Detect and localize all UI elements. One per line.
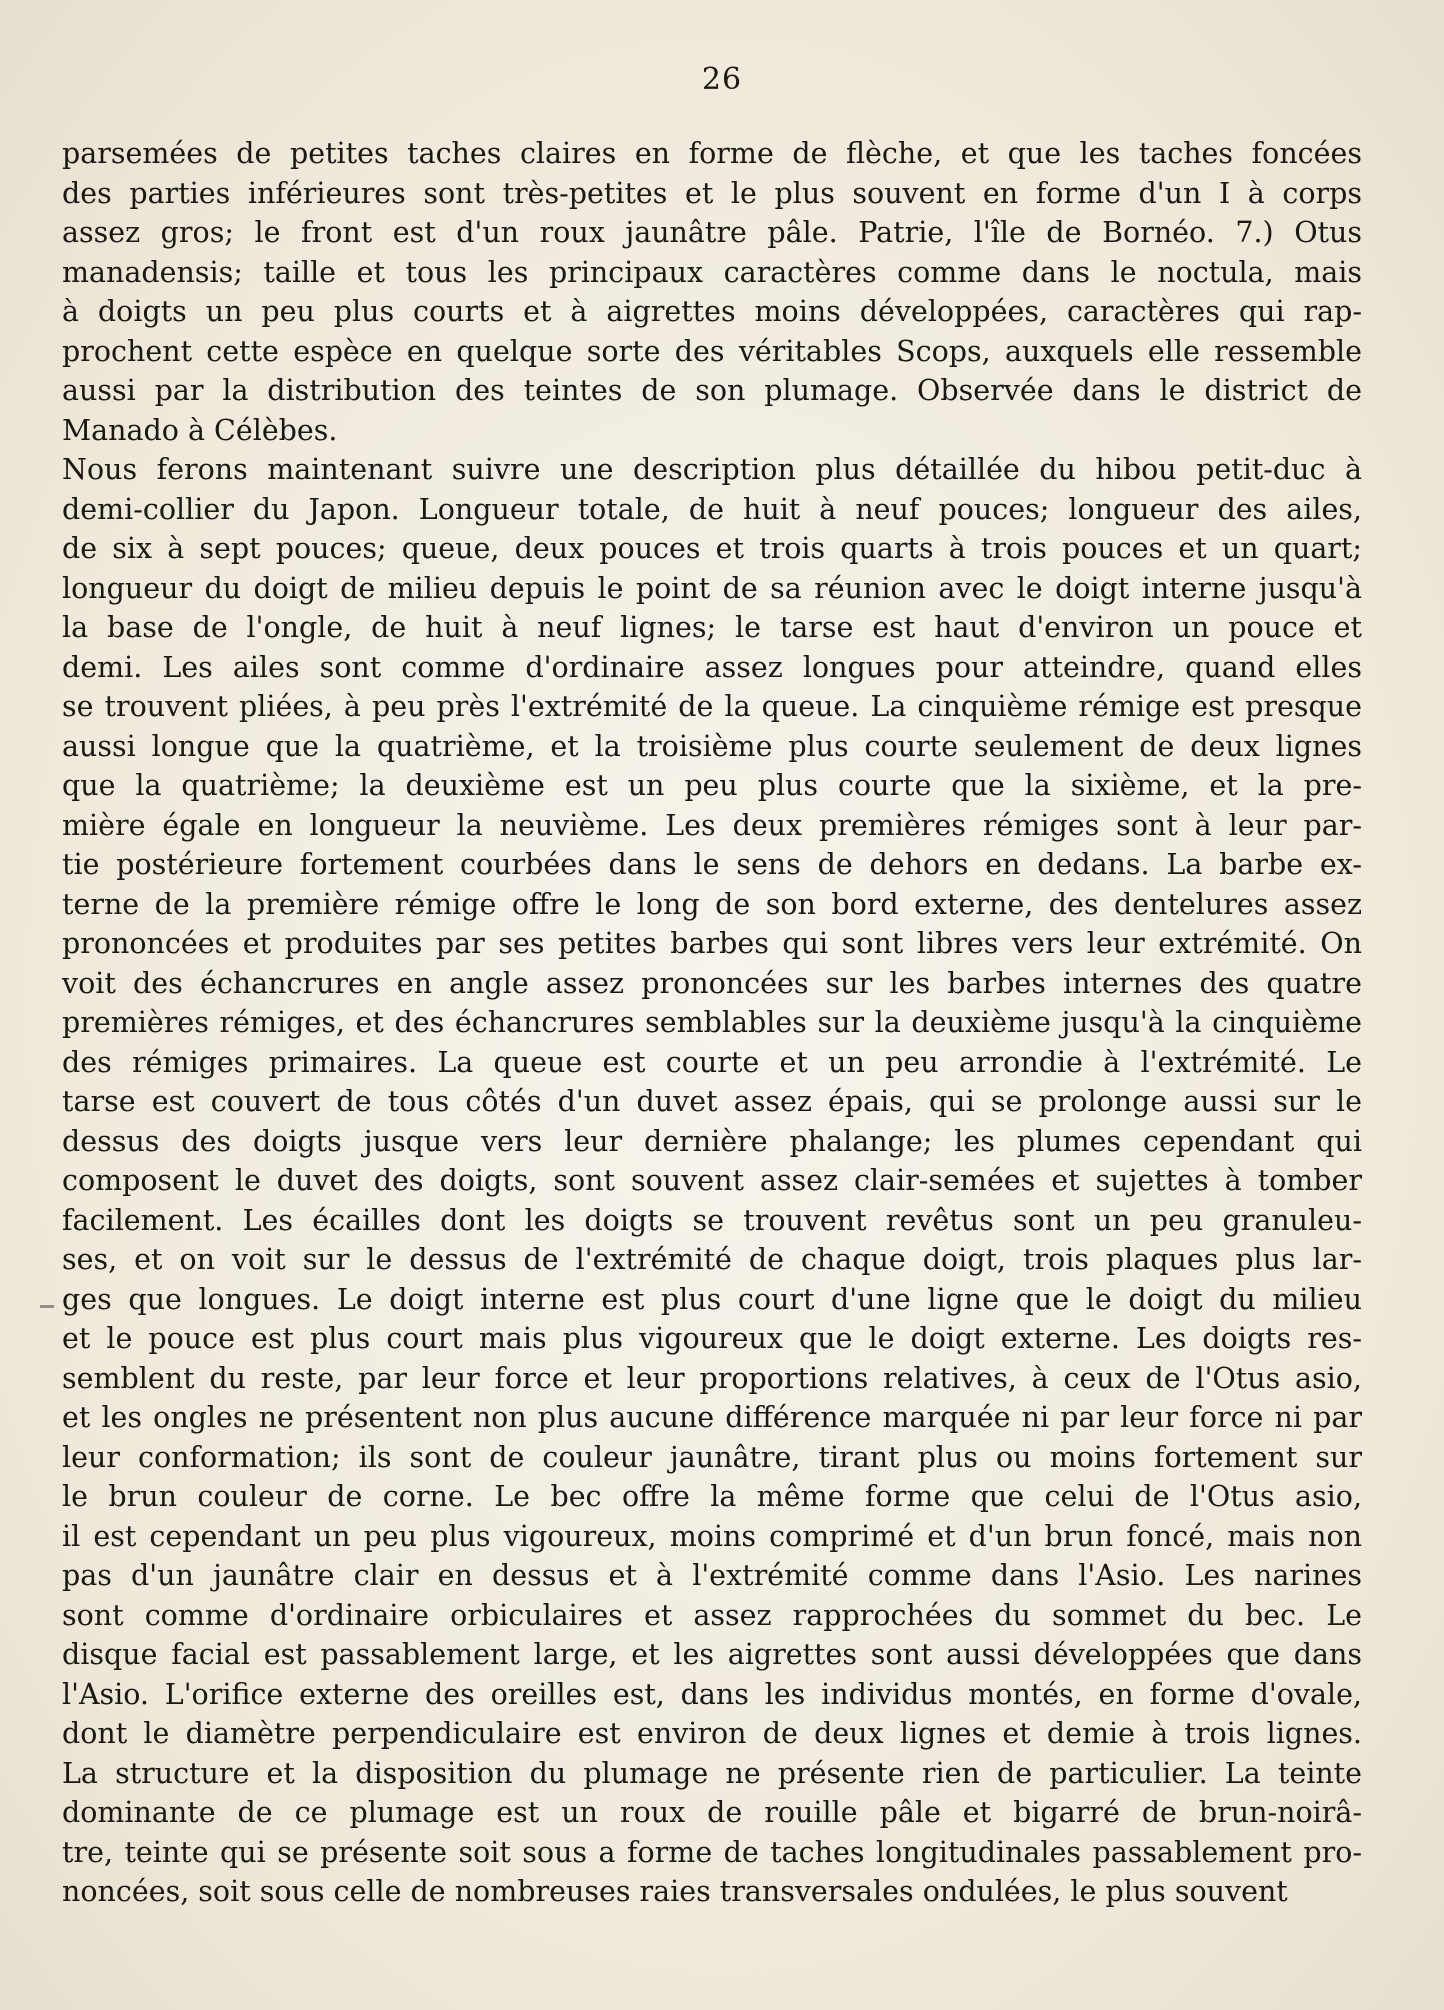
body-text	[62, 134, 1362, 1912]
text-line: que la quatrième; la deuxième est un peu plus courte que la sixième, et la pre-	[62, 769, 1362, 802]
text-line: et les ongles ne présentent non plus aucune différence marquée ni par leur force ni par	[62, 1401, 1362, 1434]
text-line: parsemées de petites taches claires en forme de flèche, et que les taches foncées	[62, 137, 1362, 170]
text-line: semblent du reste, par leur force et leur proportions relatives, à ceux de l'Otus asio,	[62, 1361, 1362, 1395]
text-line: ges que longues. Le doigt interne est plus court d'une ligne que le doigt du milieu	[62, 1282, 1362, 1316]
text-line: composent le duvet des doigts, sont souvent assez clair-semées et sujettes à tomber	[62, 1164, 1362, 1197]
text-line: tie postérieure fortement courbées dans le sens de dehors en dedans. La barbe ex-	[62, 848, 1362, 881]
text-line: noncées, soit sous celle de nombreuses raies transversales ondulées, le plus souvent	[62, 1875, 1288, 1908]
text-line: aussi longue que la quatrième, et la troisième plus courte seulement de deux lignes	[62, 729, 1362, 763]
text-line: se trouvent pliées, à peu près l'extrémité de la queue. La cinquième rémige est presque	[62, 690, 1362, 723]
text-line: terne de la première rémige offre le long de son bord externe, des dentelures assez	[62, 887, 1362, 921]
text-line: disque facial est passablement large, et les aigrettes sont aussi développées que dans	[62, 1638, 1362, 1671]
text-line: demi. Les ailes sont comme d'ordinaire assez longues pour atteindre, quand elles	[62, 650, 1362, 684]
text-line: aussi par la distribution des teintes de son plumage. Observée dans le district de	[62, 374, 1362, 407]
text-line: manadensis; taille et tous les principaux caractères comme dans le noctula, mais	[62, 255, 1362, 289]
text-line: longueur du doigt de milieu depuis le point de sa réunion avec le doigt interne jusqu'à	[62, 571, 1362, 605]
text-line: pas d'un jaunâtre clair en dessus et à l'extrémité comme dans l'Asio. Les narines	[62, 1559, 1362, 1592]
text-line: l'Asio. L'orifice externe des oreilles est, dans les individus montés, en forme d'ovale,	[62, 1677, 1362, 1711]
text-line: assez gros; le front est d'un roux jaunâtre pâle. Patrie, l'île de Bornéo. 7.) Otus	[62, 216, 1362, 249]
page-number: 26	[701, 62, 743, 97]
text-line: à doigts un peu plus courts et à aigrettes moins développées, caractères qui rap-	[62, 295, 1362, 328]
text-line: leur conformation; ils sont de couleur jaunâtre, tirant plus ou moins fortement sur	[62, 1440, 1362, 1474]
text-line: mière égale en longueur la neuvième. Les deux premières rémiges sont à leur par-	[62, 808, 1362, 842]
text-line: facilement. Les écailles dont les doigts se trouvent revêtus sont un peu granuleu-	[62, 1203, 1362, 1237]
text-line: de six à sept pouces; queue, deux pouces et trois quarts à trois pouces et un quart;	[62, 532, 1362, 565]
text-line: ses, et on voit sur le dessus de l'extrémité de chaque doigt, trois plaques plus lar-	[62, 1243, 1362, 1276]
text-line: sont comme d'ordinaire orbiculaires et assez rapprochées du sommet du bec. Le	[62, 1598, 1362, 1632]
text-line: premières rémiges, et des échancrures semblables sur la deuxième jusqu'à la cinquième	[62, 1006, 1362, 1039]
text-line: dont le diamètre perpendiculaire est environ de deux lignes et demie à trois lignes.	[62, 1717, 1362, 1750]
text-line: des rémiges primaires. La queue est courte et un peu arrondie à l'extrémité. Le	[62, 1045, 1362, 1079]
text-line: il est cependant un peu plus vigoureux, moins comprimé et d'un brun foncé, mais non	[62, 1519, 1362, 1553]
text-line: des parties inférieures sont très-petites et le plus souvent en forme d'un I à corps	[62, 176, 1362, 210]
text-line: tre, teinte qui se présente soit sous a forme de taches longitudinales passablement pro-	[62, 1835, 1362, 1869]
text-line: la base de l'ongle, de huit à neuf lignes; le tarse est haut d'environ un pouce et	[62, 611, 1362, 644]
text-line: le brun couleur de corne. Le bec offre la même forme que celui de l'Otus asio,	[62, 1480, 1362, 1513]
text-line: Nous ferons maintenant suivre une description plus détaillée du hibou petit-duc à	[62, 453, 1362, 486]
text-line: tarse est couvert de tous côtés d'un duvet assez épais, qui se prolonge aussi sur le	[62, 1085, 1362, 1118]
text-line: dominante de ce plumage est un roux de rouille pâle et bigarré de brun-noirâ-	[62, 1796, 1362, 1829]
text-line: prochent cette espèce en quelque sorte des véritables Scops, auxquels elle ressemble	[62, 334, 1362, 368]
text-line: dessus des doigts jusque vers leur dernière phalange; les plumes cependant qui	[62, 1124, 1362, 1158]
text-line: voit des échancrures en angle assez prononcées sur les barbes internes des quatre	[62, 966, 1362, 1000]
text-line: prononcées et produites par ses petites barbes qui sont libres vers leur extrémité. On	[62, 927, 1362, 960]
text-line: La structure et la disposition du plumage ne présente rien de particulier. La teinte	[62, 1756, 1362, 1790]
text-line: demi-collier du Japon. Longueur totale, de huit à neuf pouces; longueur des ailes,	[62, 492, 1362, 526]
text-line: Manado à Célèbes.	[62, 413, 338, 447]
text-line: et le pouce est plus court mais plus vigoureux que le doigt externe. Les doigts res-	[62, 1322, 1362, 1355]
ink-mark	[40, 1305, 54, 1308]
